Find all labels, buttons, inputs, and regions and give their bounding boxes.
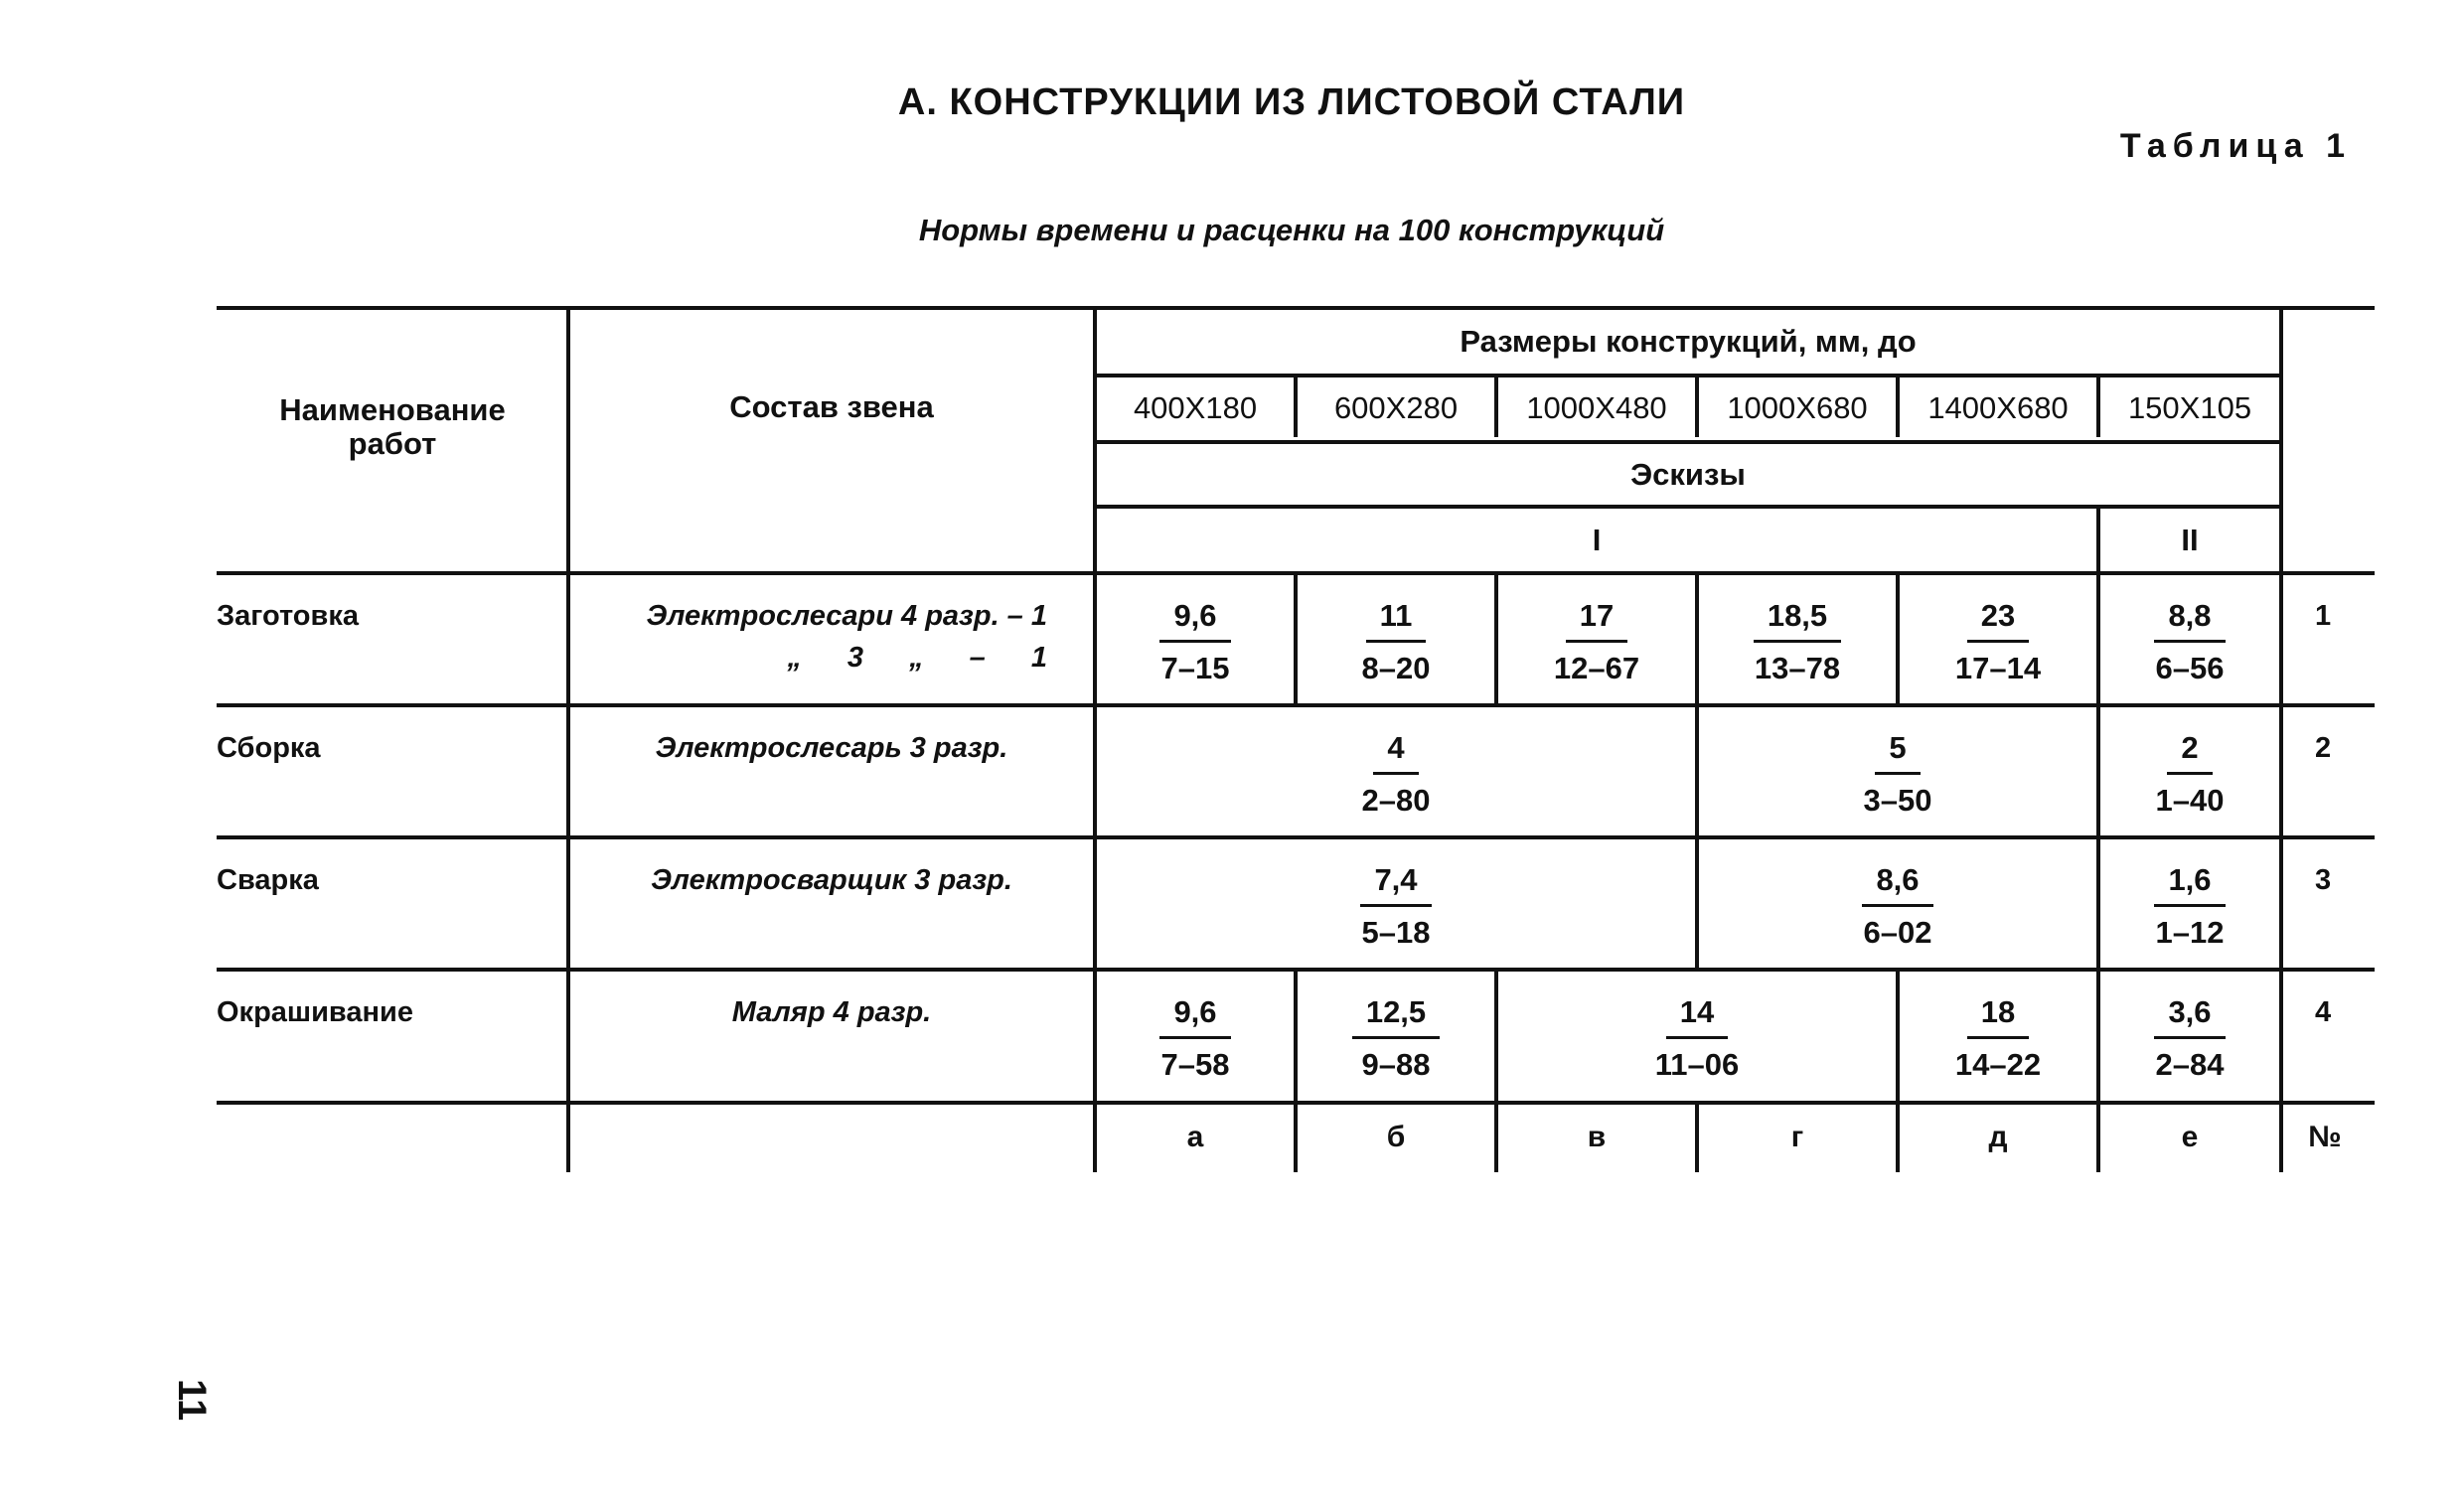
row-rule-5 — [217, 1101, 2375, 1105]
header-sketch-group-2: II — [2181, 522, 2199, 557]
header-rule-sketches — [1095, 440, 2283, 444]
norm-value — [1096, 994, 1295, 1083]
header-work-name — [229, 377, 556, 477]
row-rule-2 — [217, 703, 2375, 707]
norm-time: 11 — [1366, 598, 1427, 643]
norm-value — [1798, 730, 1997, 819]
cell-separator — [1896, 970, 1900, 1101]
norm-time: 17 — [1566, 598, 1627, 643]
header-size: 1000X480 — [1526, 390, 1667, 425]
column-number-label: № — [2308, 1121, 2342, 1153]
header-size: 600X280 — [1333, 390, 1459, 425]
norm-value — [2090, 730, 2289, 819]
norm-rate: 5–18 — [1361, 915, 1431, 950]
row-number: 2 — [2315, 732, 2332, 764]
table-label: Таблица 1 — [2119, 127, 2352, 165]
norm-rate: 2–80 — [1361, 783, 1431, 818]
norm-rate: 7–58 — [1160, 1047, 1230, 1082]
work-name-painting: Окрашивание — [217, 996, 413, 1028]
team-composition: Маляр 4 разр. — [731, 996, 932, 1028]
header-sketch-group-1: I — [1592, 522, 1602, 557]
footer-separator — [1294, 1103, 1298, 1172]
column-letter: д — [1988, 1121, 2008, 1153]
norm-rate: 1–12 — [2155, 915, 2225, 950]
norm-rate: 14–22 — [1954, 1047, 2042, 1082]
header-size: 150X105 — [2127, 390, 2252, 425]
column-letter: а — [1186, 1121, 1204, 1153]
norm-time: 8,6 — [1862, 862, 1932, 907]
size-separator — [1896, 376, 1900, 437]
norm-rate: 7–15 — [1160, 651, 1230, 685]
header-size: 1400X680 — [1927, 390, 2069, 425]
column-letter: в — [1587, 1121, 1607, 1153]
norm-value — [1297, 598, 1495, 686]
norm-rate: 9–88 — [1361, 1047, 1431, 1082]
team-composition: Электрослесари 4 разр. – 1 — [646, 600, 1047, 632]
table-top-rule — [217, 306, 2375, 310]
norm-time: 8,8 — [2154, 598, 2225, 643]
team-composition-line-2: „ 3 „ – 1 — [787, 642, 1047, 674]
table-subtitle: Нормы времени и расценки на 100 конструкций — [918, 213, 1665, 247]
work-name-assembly: Сборка — [217, 732, 321, 764]
header-rule-sizes — [1095, 374, 2283, 377]
norm-time: 23 — [1967, 598, 2029, 643]
norm-value — [1497, 598, 1696, 686]
norm-rate: 17–14 — [1954, 651, 2042, 685]
team-composition: Электросварщик 3 разр. — [651, 864, 1012, 896]
header-size: 400X180 — [1133, 390, 1258, 425]
norm-time: 2 — [2167, 730, 2212, 775]
row-number: 4 — [2315, 996, 2332, 1028]
norm-rate: 1–40 — [2155, 783, 2225, 818]
header-team: Состав звена — [729, 389, 934, 424]
row-rule-1 — [217, 571, 2375, 575]
norm-rate: 13–78 — [1754, 651, 1841, 685]
norm-value — [2090, 994, 2289, 1083]
norm-rate: 3–50 — [1863, 783, 1932, 818]
norm-rate: 8–20 — [1361, 651, 1431, 685]
header-sizes-title: Размеры конструкций, мм, до — [1460, 324, 1917, 359]
cell-separator — [1695, 705, 1699, 968]
size-separator — [1494, 376, 1498, 437]
norm-value — [1798, 862, 1997, 951]
col-rule-team-left — [566, 306, 570, 1172]
column-letter: г — [1790, 1121, 1804, 1153]
norm-value — [1297, 994, 1495, 1083]
norm-value — [1297, 862, 1495, 951]
norm-value — [1096, 598, 1295, 686]
work-name-procurement: Заготовка — [217, 600, 359, 632]
norm-time: 12,5 — [1352, 994, 1440, 1039]
norm-time: 5 — [1875, 730, 1920, 775]
row-number: 3 — [2315, 864, 2332, 896]
work-name-welding: Сварка — [217, 864, 319, 896]
norm-value — [1598, 994, 1796, 1083]
footer-separator — [1494, 1103, 1498, 1172]
norm-value — [2090, 598, 2289, 686]
cell-separator — [1695, 573, 1699, 703]
norm-time: 14 — [1666, 994, 1728, 1039]
cell-separator — [1294, 970, 1298, 1101]
norm-time: 4 — [1373, 730, 1418, 775]
norm-time: 18,5 — [1754, 598, 1841, 643]
norm-time: 18 — [1967, 994, 2029, 1039]
norm-rate: 11–06 — [1654, 1047, 1740, 1082]
group-separator — [2096, 507, 2100, 1172]
norm-rate: 6–56 — [2155, 651, 2225, 685]
column-letter: б — [1386, 1121, 1406, 1153]
cell-separator — [1494, 573, 1498, 703]
cell-separator — [1896, 573, 1900, 703]
footer-separator — [1896, 1103, 1900, 1172]
norm-value — [1297, 730, 1495, 819]
norm-time: 1,6 — [2154, 862, 2225, 907]
norm-rate: 6–02 — [1863, 915, 1932, 950]
footer-separator — [1695, 1103, 1699, 1172]
row-number: 1 — [2315, 600, 2332, 632]
size-separator — [1294, 376, 1298, 437]
section-title: А. КОНСТРУКЦИИ ИЗ ЛИСТОВОЙ СТАЛИ — [897, 81, 1686, 123]
norm-time: 9,6 — [1159, 994, 1230, 1039]
norm-value — [1899, 598, 2097, 686]
cell-separator — [1294, 573, 1298, 703]
header-rule-groups — [1095, 505, 2283, 509]
norm-rate: 2–84 — [2155, 1047, 2225, 1082]
norm-value — [2090, 862, 2289, 951]
col-rule-no-left — [2279, 306, 2283, 1172]
header-size: 1000X680 — [1727, 390, 1868, 425]
norm-value — [1899, 994, 2097, 1083]
header-sketches-title: Эскизы — [1630, 456, 1746, 492]
row-rule-3 — [217, 835, 2375, 839]
norm-time: 9,6 — [1159, 598, 1230, 643]
norm-value — [1698, 598, 1897, 686]
size-separator — [1695, 376, 1699, 437]
cell-separator — [1494, 970, 1498, 1101]
column-letter: е — [2181, 1121, 2199, 1153]
page-number: 11 — [170, 1379, 214, 1422]
team-composition: Электрослесарь 3 разр. — [655, 732, 1008, 764]
norm-time: 3,6 — [2154, 994, 2225, 1039]
norm-rate: 12–67 — [1553, 651, 1640, 685]
header-work-name-text: Наименование работ — [279, 392, 506, 461]
size-separator — [2096, 376, 2100, 437]
row-rule-4 — [217, 968, 2375, 972]
norm-time: 7,4 — [1360, 862, 1431, 907]
col-rule-values-left — [1093, 306, 1097, 1172]
